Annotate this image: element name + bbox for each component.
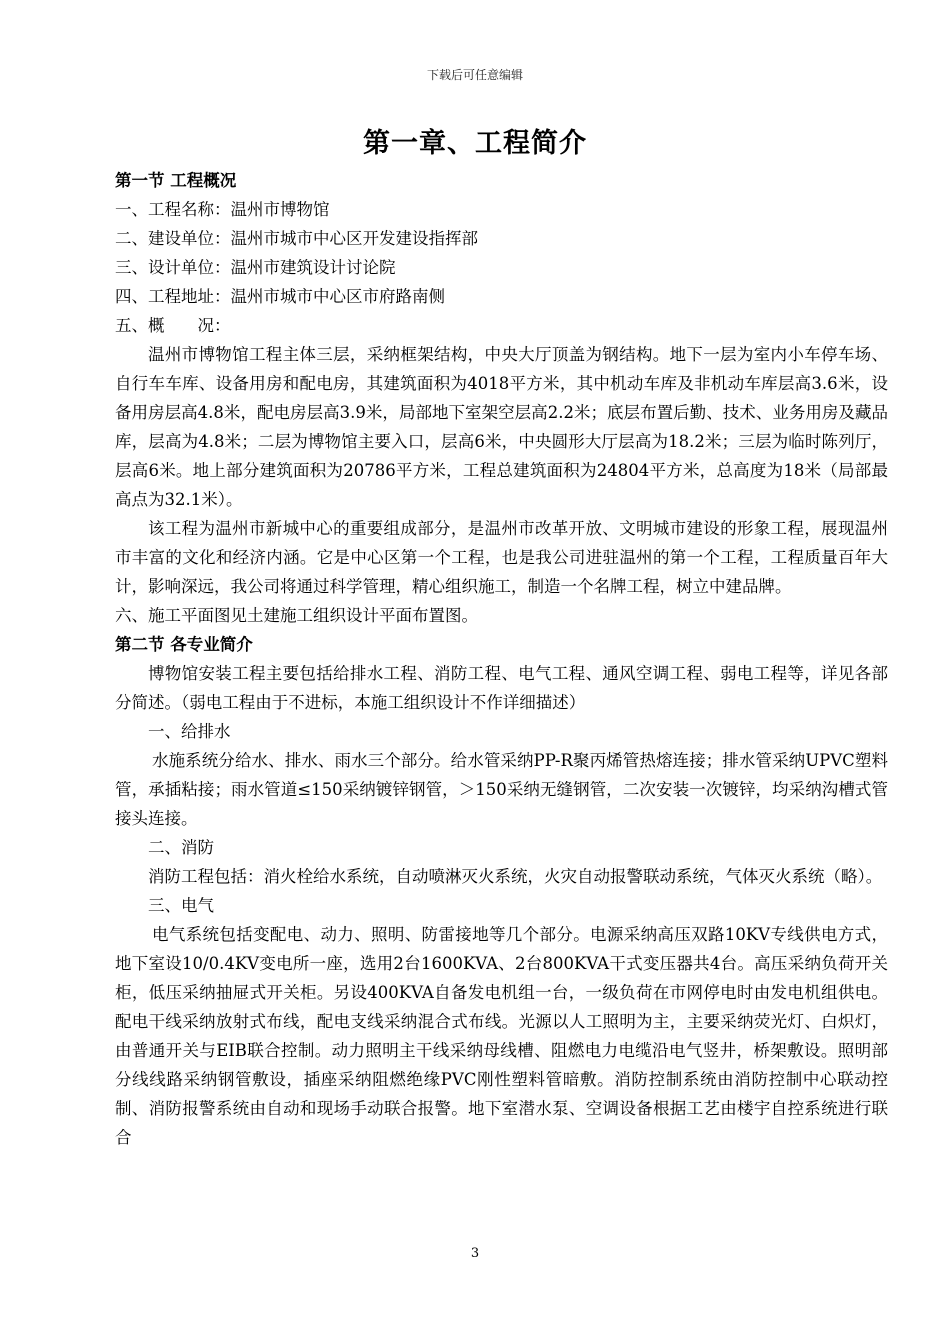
chapter-title: 第一章、工程简介 <box>363 128 587 159</box>
fire-paragraph: 消防工程包括：消火栓给水系统，自动喷淋灭火系统，火灾自动报警联动系统，气体灭火系统（略）。 <box>148 867 883 886</box>
designer-item: 三、设计单位：温州市建筑设计讨论院 <box>115 258 396 277</box>
site-plan-item: 六、施工平面图见土建施工组织设计平面布置图。 <box>115 606 478 625</box>
overview-label: 五、概 况： <box>115 316 231 335</box>
section-heading: 第一节 工程概况 <box>115 171 237 190</box>
subsection-title-electrical: 三、电气 <box>148 896 214 915</box>
electrical-paragraph: 电气系统包括变配电、动力、照明、防雷接地等几个部分。电源采纳高压双路10KV专线供电方式，地下室设10/0.4KV变电所一座，选用2台1600KVA、2台800KVA干式变压器共4台。高压采纳负荷开关柜，低压采纳抽屉式开关柜。另设400KVA自备发电机组一台，一级负荷在市网停电时由发电机组供电。配电干线采纳放射式布线，配电支线采纳混合式布线。光源以人工照明为主，主要采纳荧光灯、白炽灯，由普通开关与EIB联合控制。动力照明主干线采纳母线槽、阻燃电力电缆沿电气竖井，桥架敷设。照明部分线线路采纳钢管敷设，插座采纳阻燃绝缘PVC刚性塑料管暗敷。消防控制系统由消防控制中心联动控制、消防报警系统由自动和现场手动联合报警。地下室潜水泵、空调设备根据工艺由楼宇自控系统进行联合 <box>115 925 888 1147</box>
developer-item: 二、建设单位：温州市城市中心区开发建设指挥部 <box>115 229 478 248</box>
header-note: 下载后可任意编辑 <box>426 68 523 82</box>
document-body <box>115 166 888 1152</box>
significance-paragraph: 该工程为温州市新城中心的重要组成部分，是温州市改革开放、文明城市建设的形象工程，展现温州市丰富的文化和经济内涵。它是中心区第一个工程，也是我公司进驻温州的第一个工程，工程质量百年大计，影响深远，我公司将通过科学管理，精心组织施工，制造一个名牌工程，树立中建品牌。 <box>115 519 888 596</box>
section-heading: 第二节 各专业简介 <box>115 635 253 654</box>
project-name-item: 一、工程名称：温州市博物馆 <box>115 200 330 219</box>
plumbing-paragraph: 水施系统分给水、排水、雨水三个部分。给水管采纳PP-R聚丙烯管热熔连接；排水管采纳UPVC塑料管，承插粘接；雨水管道≤150采纳镀锌钢管，＞150采纳无缝钢管，二次安装一次镀锌，均采纳沟槽式管接头连接。 <box>115 751 888 828</box>
page-number: 3 <box>470 1246 480 1261</box>
overview-paragraph: 温州市博物馆工程主体三层，采纳框架结构，中央大厅顶盖为钢结构。地下一层为室内小车停车场、自行车车库、设备用房和配电房，其建筑面积为4018平方米，其中机动车库及非机动车库层高3.6米，设备用房层高4.8米，配电房层高3.9米，局部地下室架空层高2.2米；底层布置后勤、技术、业务用房及藏品库，层高为4.8米；二层为博物馆主要入口，层高6米，中央圆形大厅层高为18.2米；三层为临时陈列厅，层高6米。地上部分建筑面积为20786平方米，工程总建筑面积为24804平方米，总高度为18米（局部最高点为32.1米）。 <box>115 345 888 509</box>
installation-intro: 博物馆安装工程主要包括给排水工程、消防工程、电气工程、通风空调工程、弱电工程等，详见各部分简述。（弱电工程由于不进标，本施工组织设计不作详细描述） <box>115 664 888 712</box>
address-item: 四、工程地址：温州市城市中心区市府路南侧 <box>115 287 445 306</box>
subsection-title-plumbing: 一、给排水 <box>148 722 231 741</box>
subsection-title-fire: 二、消防 <box>148 838 214 857</box>
